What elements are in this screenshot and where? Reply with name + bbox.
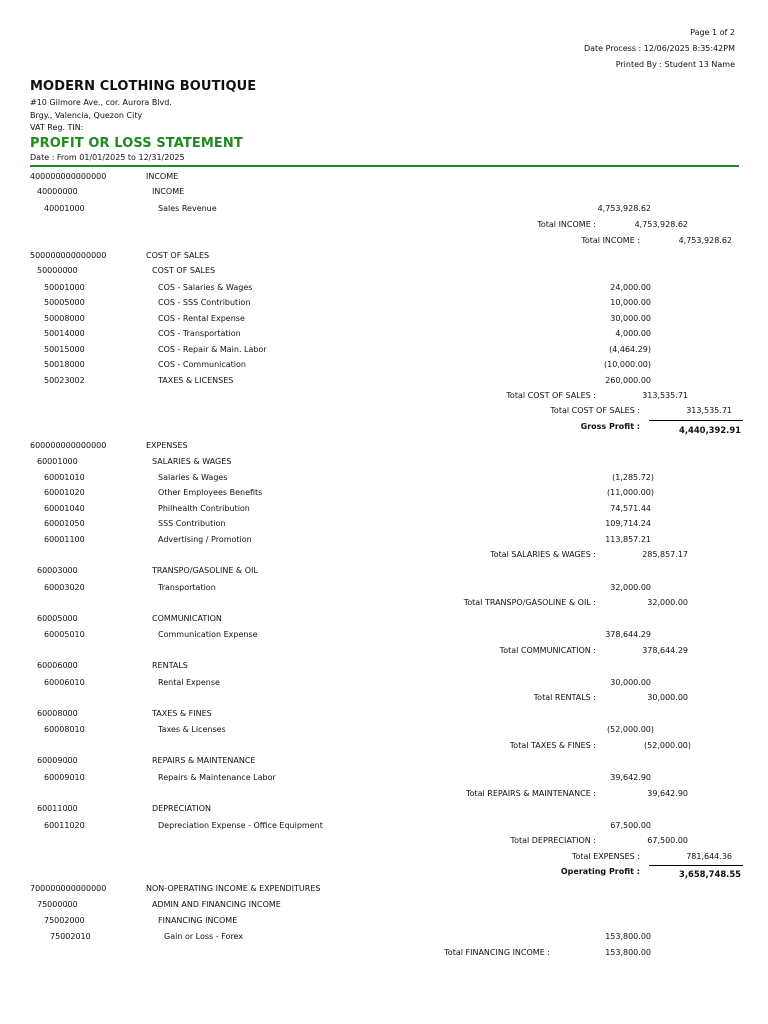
account-code: 60003000	[37, 566, 78, 575]
account-code: 60011020	[44, 821, 85, 830]
account-code: 40001000	[44, 204, 85, 213]
account-name: RENTALS	[152, 661, 188, 670]
total-amount: 30,000.00	[647, 693, 688, 702]
account-code: 50015000	[44, 345, 85, 354]
account-name: Salaries & Wages	[158, 473, 228, 482]
gross-profit-amount: 4,440,392.91	[679, 425, 741, 435]
report-title: PROFIT OR LOSS STATEMENT	[30, 136, 243, 151]
total-amount: 67,500.00	[647, 836, 688, 845]
account-code: 60005010	[44, 630, 85, 639]
account-code: 50023002	[44, 376, 85, 385]
account-code: 500000000000000	[30, 251, 107, 260]
total-label: Total FINANCING INCOME :	[444, 948, 550, 957]
account-name: INCOME	[146, 172, 179, 181]
account-code: 60001050	[44, 519, 85, 528]
total-label: Total COST OF SALES :	[550, 406, 640, 415]
total-amount: 781,644.36	[686, 852, 732, 861]
account-amount: 24,000.00	[610, 283, 651, 292]
account-name: COS - Salaries & Wages	[158, 283, 253, 292]
account-name: Transportation	[158, 583, 216, 592]
account-code: 40000000	[37, 187, 78, 196]
account-amount: 30,000.00	[610, 314, 651, 323]
account-name: TAXES & LICENSES	[158, 376, 234, 385]
account-code: 50001000	[44, 283, 85, 292]
total-label: Total TRANSPO/GASOLINE & OIL :	[463, 598, 596, 607]
account-code: 60001100	[44, 535, 85, 544]
account-amount: (10,000.00)	[604, 360, 651, 369]
account-code: 50018000	[44, 360, 85, 369]
account-name: Repairs & Maintenance Labor	[158, 773, 276, 782]
account-amount: 113,857.21	[605, 535, 651, 544]
account-name: COS - SSS Contribution	[158, 298, 251, 307]
account-amount: 39,642.90	[610, 773, 651, 782]
account-code: 60008000	[37, 709, 78, 718]
account-code: 60009010	[44, 773, 85, 782]
total-amount: 313,535.71	[686, 406, 732, 415]
account-code: 60006010	[44, 678, 85, 687]
total-label: Total COST OF SALES :	[506, 391, 596, 400]
account-name: ADMIN AND FINANCING INCOME	[152, 900, 281, 909]
account-amount: 153,800.00	[605, 932, 651, 941]
total-amount: 313,535.71	[642, 391, 688, 400]
total-label: Total COMMUNICATION :	[499, 646, 596, 655]
account-code: 60001000	[37, 457, 78, 466]
account-name: Gain or Loss - Forex	[164, 932, 244, 941]
account-code: 60009000	[37, 756, 78, 765]
account-amount: 30,000.00	[610, 678, 651, 687]
account-amount: 4,753,928.62	[597, 204, 651, 213]
total-amount: 153,800.00	[605, 948, 651, 957]
total-amount: 378,644.29	[642, 646, 688, 655]
account-amount: 67,500.00	[610, 821, 651, 830]
account-code: 700000000000000	[30, 884, 107, 893]
account-name: FINANCING INCOME	[158, 916, 238, 925]
account-name: REPAIRS & MAINTENANCE	[152, 756, 256, 765]
account-name: INCOME	[152, 187, 185, 196]
account-name: COS - Repair & Main. Labor	[158, 345, 267, 354]
gross-profit-rule	[649, 420, 743, 421]
account-name: Rental Expense	[158, 678, 220, 687]
account-name: SALARIES & WAGES	[152, 457, 232, 466]
account-name: COST OF SALES	[146, 251, 210, 260]
operating-profit-label: Operating Profit :	[560, 867, 640, 876]
account-name: TRANSPO/GASOLINE & OIL	[152, 566, 258, 575]
account-code: 75000000	[37, 900, 78, 909]
account-name: SSS Contribution	[158, 519, 226, 528]
date-process: Date Process : 12/06/2025 8:35:42PM	[583, 44, 735, 53]
account-code: 50000000	[37, 266, 78, 275]
account-amount: 4,000.00	[615, 329, 651, 338]
account-amount: (11,000.00)	[607, 488, 654, 497]
company-name: MODERN CLOTHING BOUTIQUE	[30, 79, 257, 94]
account-amount: (1,285.72)	[612, 473, 654, 482]
page-number: Page 1 of 2	[690, 28, 735, 37]
company-address-line1: #10 Gilmore Ave., cor. Aurora Blvd.	[30, 98, 172, 107]
account-code: 60001040	[44, 504, 85, 513]
account-name: Depreciation Expense - Office Equipment	[158, 821, 323, 830]
header-divider	[30, 165, 739, 167]
account-code: 60005000	[37, 614, 78, 623]
account-name: Other Employees Benefits	[158, 488, 263, 497]
account-name: Advertising / Promotion	[158, 535, 252, 544]
printed-by: Printed By : Student 13 Name	[615, 60, 735, 69]
total-amount: 285,857.17	[642, 550, 688, 559]
account-name: COST OF SALES	[152, 266, 216, 275]
account-code: 600000000000000	[30, 441, 107, 450]
account-amount: 74,571.44	[610, 504, 651, 513]
account-amount: 260,000.00	[605, 376, 651, 385]
account-name: Philhealth Contribution	[158, 504, 250, 513]
account-code: 50005000	[44, 298, 85, 307]
total-label: Total SALARIES & WAGES :	[490, 550, 596, 559]
vat-reg-tin: VAT Reg. TIN:	[30, 123, 84, 132]
total-label: Total INCOME :	[537, 220, 596, 229]
total-label: Total RENTALS :	[533, 693, 596, 702]
account-amount: (4,464.29)	[609, 345, 651, 354]
total-label: Total INCOME :	[581, 236, 640, 245]
total-amount: (52,000.00)	[644, 741, 691, 750]
report-date-range: Date : From 01/01/2025 to 12/31/2025	[30, 153, 185, 162]
account-amount: 378,644.29	[605, 630, 651, 639]
total-amount: 4,753,928.62	[634, 220, 688, 229]
account-amount: (52,000.00)	[607, 725, 654, 734]
total-amount: 32,000.00	[647, 598, 688, 607]
account-name: COS - Communication	[158, 360, 246, 369]
account-name: Sales Revenue	[158, 204, 217, 213]
total-amount: 4,753,928.62	[678, 236, 732, 245]
account-amount: 32,000.00	[610, 583, 651, 592]
account-code: 50014000	[44, 329, 85, 338]
total-label: Total TAXES & FINES :	[509, 741, 596, 750]
total-label: Total DEPRECIATION :	[510, 836, 596, 845]
account-name: TAXES & FINES	[152, 709, 212, 718]
account-name: EXPENSES	[146, 441, 188, 450]
total-label: Total REPAIRS & MAINTENANCE :	[466, 789, 596, 798]
account-amount: 10,000.00	[610, 298, 651, 307]
company-address-line2: Brgy., Valencia, Quezon City	[30, 111, 143, 120]
operating-profit-rule	[649, 865, 743, 866]
account-name: Taxes & Licenses	[158, 725, 226, 734]
account-name: COS - Transportation	[158, 329, 241, 338]
account-name: Communication Expense	[158, 630, 258, 639]
operating-profit-amount: 3,658,748.55	[679, 869, 741, 879]
account-code: 60001020	[44, 488, 85, 497]
account-code: 75002010	[50, 932, 91, 941]
total-amount: 39,642.90	[647, 789, 688, 798]
account-code: 400000000000000	[30, 172, 107, 181]
account-name: NON-OPERATING INCOME & EXPENDITURES	[146, 884, 321, 893]
account-name: COS - Rental Expense	[158, 314, 245, 323]
account-name: DEPRECIATION	[152, 804, 211, 813]
account-code: 60011000	[37, 804, 78, 813]
account-code: 50008000	[44, 314, 85, 323]
account-name: COMMUNICATION	[152, 614, 222, 623]
gross-profit-label: Gross Profit :	[580, 422, 640, 431]
account-code: 60008010	[44, 725, 85, 734]
account-amount: 109,714.24	[605, 519, 651, 528]
account-code: 60003020	[44, 583, 85, 592]
account-code: 60001010	[44, 473, 85, 482]
account-code: 75002000	[44, 916, 85, 925]
total-label: Total EXPENSES :	[571, 852, 640, 861]
account-code: 60006000	[37, 661, 78, 670]
